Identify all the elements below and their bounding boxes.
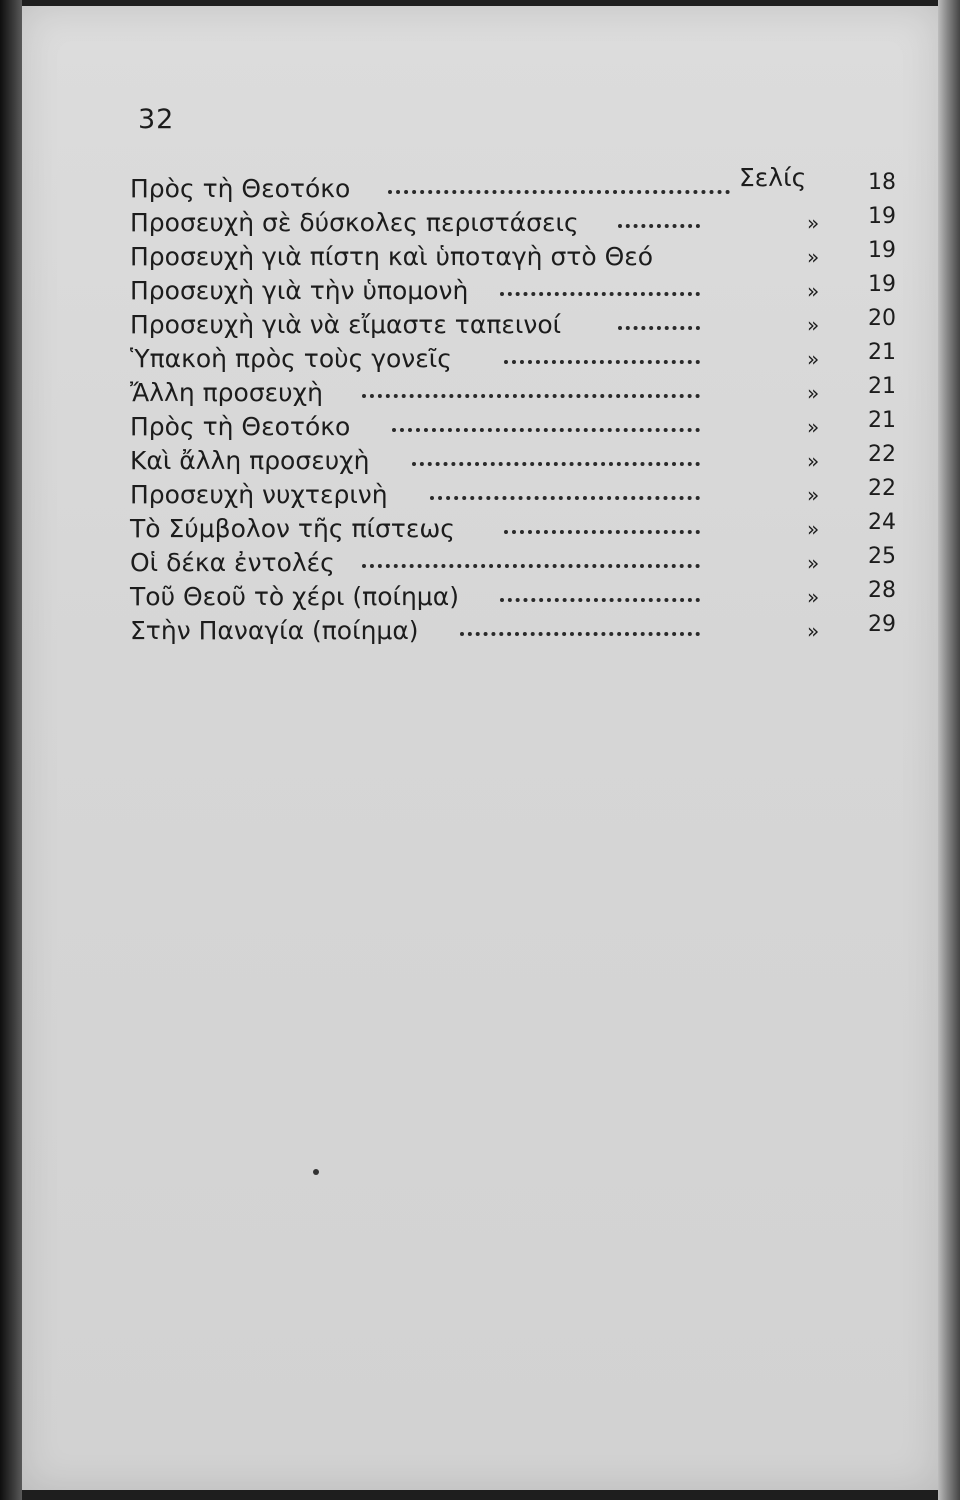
toc-entry-ditto: »	[807, 313, 820, 337]
toc-entry-title: Οἱ δέκα ἐντολές	[130, 548, 335, 577]
toc-entry-title: Προσευχὴ νυχτερινὴ	[130, 480, 388, 509]
toc-entry	[130, 478, 896, 512]
toc-entry-ditto: »	[807, 585, 820, 609]
toc-entry-title: Τὸ Σύμβολον τῆς πίστεως	[130, 514, 455, 543]
page-number: 32	[138, 104, 175, 135]
toc-entry	[130, 308, 896, 342]
toc-entry-title: Καὶ ἄλλη προσευχὴ	[130, 446, 370, 475]
toc-entry-title: Προσευχὴ γιὰ τὴν ὑπομονὴ	[130, 276, 469, 305]
book-spine-shadow	[0, 0, 22, 1500]
toc-entry-page: 22	[868, 476, 896, 501]
dot-leader	[504, 526, 700, 534]
toc-entry	[130, 580, 896, 614]
table-of-contents	[130, 172, 896, 648]
toc-entry-page: 21	[868, 340, 896, 365]
toc-entry-title: Ἄλλη προσευχὴ	[130, 378, 323, 407]
toc-entry-title: Προσευχὴ γιὰ πίστη καὶ ὑποταγὴ στὸ Θεό	[130, 242, 654, 271]
book-page	[22, 6, 938, 1490]
toc-entry-title: Προσευχὴ σὲ δύσκολες περιστάσεις	[130, 208, 579, 237]
toc-entry-title: Τοῦ Θεοῦ τὸ χέρι (ποίημα)	[130, 582, 459, 611]
toc-entry-ditto: »	[807, 415, 820, 439]
dot-leader	[388, 186, 730, 194]
toc-entry-page: 21	[868, 374, 896, 399]
toc-entry-title: Προσευχὴ γιὰ νὰ εἴμαστε ταπεινοί	[130, 310, 562, 339]
toc-entry-page: 18	[868, 170, 896, 195]
dot-leader	[500, 288, 700, 296]
toc-entry	[130, 376, 896, 410]
dot-leader	[392, 424, 700, 432]
toc-entry-page: 19	[868, 204, 896, 229]
toc-entry	[130, 410, 896, 444]
toc-entry-page: 28	[868, 578, 896, 603]
toc-entry	[130, 512, 896, 546]
toc-entry-page: 19	[868, 238, 896, 263]
toc-entry-title: Πρὸς τὴ Θεοτόκο	[130, 412, 351, 441]
toc-entry-title: Πρὸς τὴ Θεοτόκο	[130, 174, 351, 203]
toc-entry-page: 21	[868, 408, 896, 433]
toc-entry-ditto: »	[807, 279, 820, 303]
dot-leader	[430, 492, 700, 500]
toc-entry	[130, 206, 896, 240]
toc-entry	[130, 444, 896, 478]
toc-entry	[130, 546, 896, 580]
dot-leader	[500, 594, 700, 602]
toc-entry-page: 25	[868, 544, 896, 569]
toc-entry-page: 19	[868, 272, 896, 297]
toc-entry-ditto: »	[807, 449, 820, 473]
dot-leader	[618, 322, 700, 330]
toc-entry	[130, 274, 896, 308]
toc-entry-ditto: »	[807, 551, 820, 575]
toc-entry-page: 24	[868, 510, 896, 535]
ink-speck	[313, 1169, 319, 1175]
toc-entry-page: 20	[868, 306, 896, 331]
toc-entry	[130, 240, 896, 274]
dot-leader	[362, 390, 700, 398]
dot-leader	[618, 220, 700, 228]
toc-entry-page: 29	[868, 612, 896, 637]
toc-entry-title: Ὑπακοὴ πρὸς τοὺς γονεῖς	[130, 344, 452, 373]
dot-leader	[504, 356, 700, 364]
toc-entry	[130, 342, 896, 376]
dot-leader	[460, 628, 700, 636]
page-edge-right	[938, 0, 960, 1500]
toc-entry-ditto: »	[807, 619, 820, 643]
dot-leader	[362, 560, 700, 568]
toc-entry-ditto: »	[807, 381, 820, 405]
toc-entry-ditto: »	[807, 517, 820, 541]
dot-leader	[412, 458, 700, 466]
toc-entry	[130, 614, 896, 648]
toc-entry-ditto: »	[807, 347, 820, 371]
toc-entry-ditto: »	[807, 483, 820, 507]
toc-entry	[130, 172, 896, 206]
toc-entry-page: 22	[868, 442, 896, 467]
toc-entry-ditto: »	[807, 245, 820, 269]
page-column-label: Σελίς	[739, 163, 807, 192]
toc-entry-ditto: »	[807, 211, 820, 235]
toc-entry-title: Στὴν Παναγία (ποίημα)	[130, 616, 419, 645]
